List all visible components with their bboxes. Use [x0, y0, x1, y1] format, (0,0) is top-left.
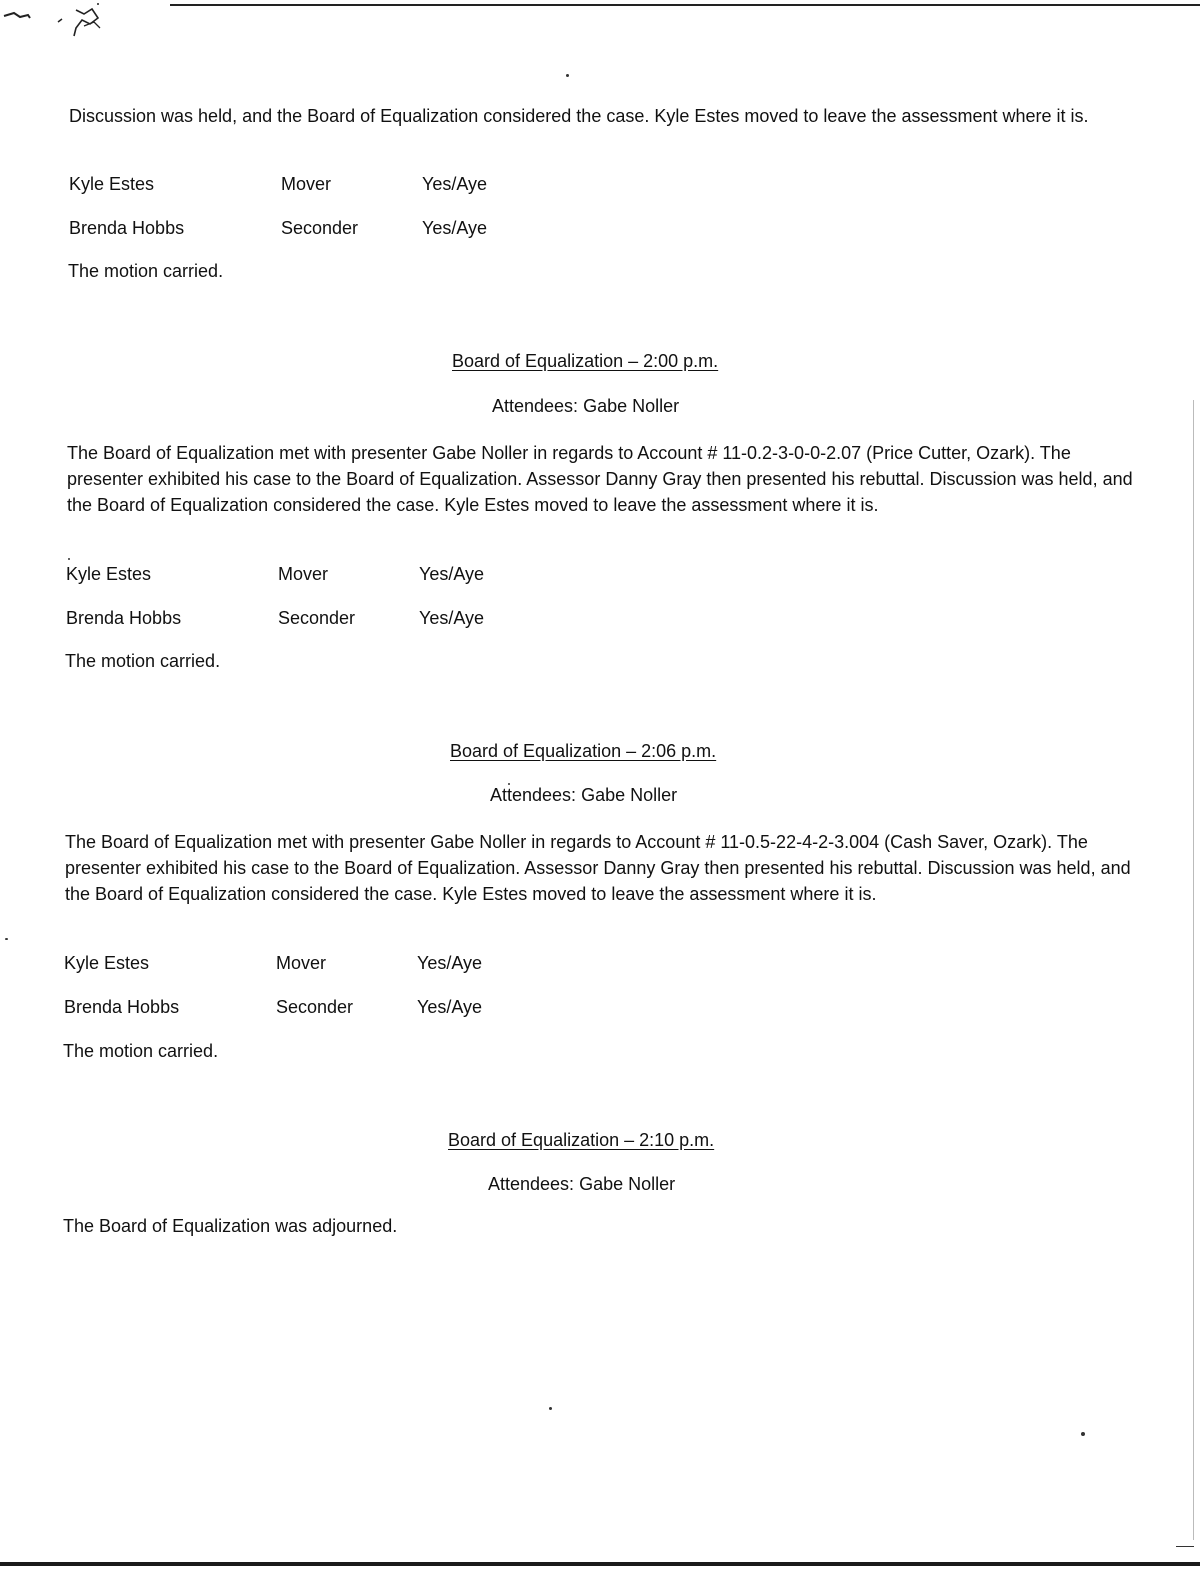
voter-name: Brenda Hobbs: [69, 218, 185, 238]
section-paragraph: The Board of Equalization met with presenter Gabe Noller in regards to Account # 11-0.5-22-4-2-3.004 (Cash Saver, Ozark). The presenter exhibited his case to the Board of Equalization. Assessor Danny Gray then presented his rebuttal. Discussion was held, and the Board of Equalization considered the case. Kyle Estes moved to leave the assessment where it is.: [65, 832, 1131, 904]
scan-speck: [1081, 1432, 1085, 1436]
section-heading: Board of Equalization – 2:06 p.m.: [450, 741, 717, 761]
vote-row-mover: [64, 952, 664, 974]
section-attendees: Attendees: Gabe Noller: [490, 785, 678, 805]
scan-right-edge: [1193, 400, 1194, 1540]
scan-bottom-edge: [0, 1562, 1200, 1566]
voter-role: Seconder: [276, 997, 354, 1017]
section-heading: Board of Equalization – 2:10 p.m.: [448, 1130, 715, 1150]
scan-speck: [549, 1407, 552, 1410]
section-attendees: Attendees: Gabe Noller: [488, 1174, 676, 1194]
scan-top-edge: [170, 4, 1200, 6]
vote-row-seconder: [64, 996, 664, 1018]
vote-row-mover: [66, 563, 666, 585]
voter-vote: Yes/Aye: [422, 174, 488, 194]
section-attendees: Attendees: Gabe Noller: [492, 396, 680, 416]
motion-result: The motion carried.: [63, 1041, 219, 1061]
voter-vote: Yes/Aye: [422, 218, 488, 238]
voter-name: Kyle Estes: [66, 564, 152, 584]
voter-name: Kyle Estes: [64, 953, 150, 973]
motion-result: The motion carried.: [65, 651, 221, 671]
scan-speck: [1176, 1546, 1194, 1547]
voter-name: Kyle Estes: [69, 174, 155, 194]
motion-result: The motion carried.: [68, 261, 224, 281]
vote-row-seconder: [69, 217, 669, 239]
scan-mark-icon: [0, 0, 120, 50]
vote-row-seconder: [66, 607, 666, 629]
scan-speck: [566, 74, 569, 77]
section-paragraph: The Board of Equalization met with presenter Gabe Noller in regards to Account # 11-0.2-3-0-0-2.07 (Price Cutter, Ozark). The presenter exhibited his case to the Board of Equalization. Assessor Danny Gray then presented his rebuttal. Discussion was held, and the Board of Equalization considered the case. Kyle Estes moved to leave the assessment where it is.: [67, 443, 1133, 515]
voter-role: Seconder: [281, 218, 359, 238]
section-heading: Board of Equalization – 2:00 p.m.: [452, 351, 719, 371]
voter-role: Mover: [276, 953, 327, 973]
scan-speck: [68, 558, 70, 560]
voter-vote: Yes/Aye: [417, 953, 483, 973]
voter-vote: Yes/Aye: [419, 564, 485, 584]
scan-speck: [5, 938, 8, 940]
voter-role: Seconder: [278, 608, 356, 628]
voter-role: Mover: [278, 564, 329, 584]
voter-vote: Yes/Aye: [419, 608, 485, 628]
voter-vote: Yes/Aye: [417, 997, 483, 1017]
intro-paragraph: Discussion was held, and the Board of Equalization considered the case. Kyle Estes moved to leave the assessment where it is.: [69, 106, 1089, 126]
voter-name: Brenda Hobbs: [66, 608, 182, 628]
vote-row-mover: [69, 173, 669, 195]
voter-name: Brenda Hobbs: [64, 997, 180, 1017]
voter-role: Mover: [281, 174, 332, 194]
adjournment-text: The Board of Equalization was adjourned.: [63, 1216, 398, 1236]
